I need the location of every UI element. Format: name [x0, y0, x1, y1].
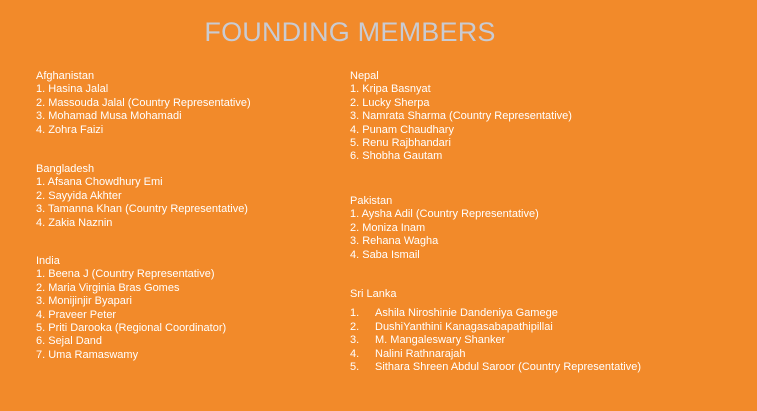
list-item — [350, 321, 641, 334]
member-name: Ashila Niroshinie Dandeniya Gamege — [375, 307, 558, 320]
list-item: 1. Aysha Adil (Country Representative) — [350, 208, 539, 221]
country-name: Afghanistan — [36, 70, 95, 82]
member-list — [36, 268, 226, 362]
list-item: 4. Saba Ismail — [350, 248, 420, 261]
country-block-nepal — [350, 70, 572, 164]
member-list — [350, 307, 641, 374]
country-name: Pakistan — [350, 195, 393, 207]
list-number: 1. — [350, 307, 360, 320]
country-name: India — [36, 255, 60, 267]
list-number: 2. — [350, 320, 360, 333]
member-name: M. Mangaleswary Shanker — [375, 334, 506, 347]
list-item — [350, 307, 641, 320]
list-item: 3. Mohamad Musa Mohamadi — [36, 110, 182, 123]
country-block-pakistan — [350, 195, 539, 262]
list-item: 1. Kripa Basnyat — [350, 83, 431, 96]
list-item: 1. Beena J (Country Representative) — [36, 268, 215, 281]
country-name: Nepal — [350, 70, 379, 82]
list-item: 5. Priti Darooka (Regional Coordinator) — [36, 322, 227, 335]
list-item: 3. Tamanna Khan (Country Representative) — [36, 203, 248, 216]
country-block-india — [36, 255, 226, 362]
list-item — [350, 348, 641, 361]
list-number: 4. — [350, 347, 360, 360]
list-item: 6. Shobha Gautam — [350, 150, 443, 163]
country-block-bangladesh — [36, 163, 248, 230]
member-list — [36, 83, 251, 137]
member-name: Sithara Shreen Abdul Saroor (Country Representative) — [375, 361, 641, 374]
list-item — [350, 361, 641, 374]
list-item: 3. Namrata Sharma (Country Representative) — [350, 110, 572, 123]
list-item: 4. Praveer Peter — [36, 308, 117, 321]
country-name: Sri Lanka — [350, 288, 397, 300]
list-item: 2. Maria Virginia Bras Gomes — [36, 281, 180, 294]
list-item: 7. Uma Ramaswamy — [36, 348, 139, 361]
list-number: 5. — [350, 361, 360, 374]
list-item: 2. Lucky Sherpa — [350, 96, 430, 109]
list-item: 3. Rehana Wagha — [350, 235, 439, 248]
list-item: 2. Massouda Jalal (Country Representative) — [36, 96, 251, 109]
country-block-sri-lanka — [350, 288, 641, 374]
list-item: 4. Punam Chaudhary — [350, 123, 454, 136]
list-item: 1. Afsana Chowdhury Emi — [36, 176, 163, 189]
list-item: 4. Zakia Naznin — [36, 216, 113, 229]
list-item: 3. Monijinjir Byapari — [36, 295, 132, 308]
list-item: 6. Sejal Dand — [36, 335, 103, 348]
list-item: 2. Moniza Inam — [350, 221, 426, 234]
member-list — [350, 208, 539, 262]
country-name: Bangladesh — [36, 163, 95, 175]
list-item: 5. Renu Rajbhandari — [350, 137, 451, 150]
page-title: FOUNDING MEMBERS — [204, 17, 496, 47]
member-name: Nalini Rathnarajah — [375, 347, 466, 360]
list-item — [350, 334, 641, 347]
list-number: 3. — [350, 334, 360, 347]
member-list — [350, 83, 572, 163]
member-name: DushiYanthini Kanagasabapathipillai — [375, 320, 553, 333]
list-item: 2. Sayyida Akhter — [36, 189, 122, 202]
list-item: 4. Zohra Faizi — [36, 123, 104, 136]
country-block-afghanistan — [36, 70, 251, 137]
member-list — [36, 176, 248, 230]
list-item: 1. Hasina Jalal — [36, 83, 109, 96]
